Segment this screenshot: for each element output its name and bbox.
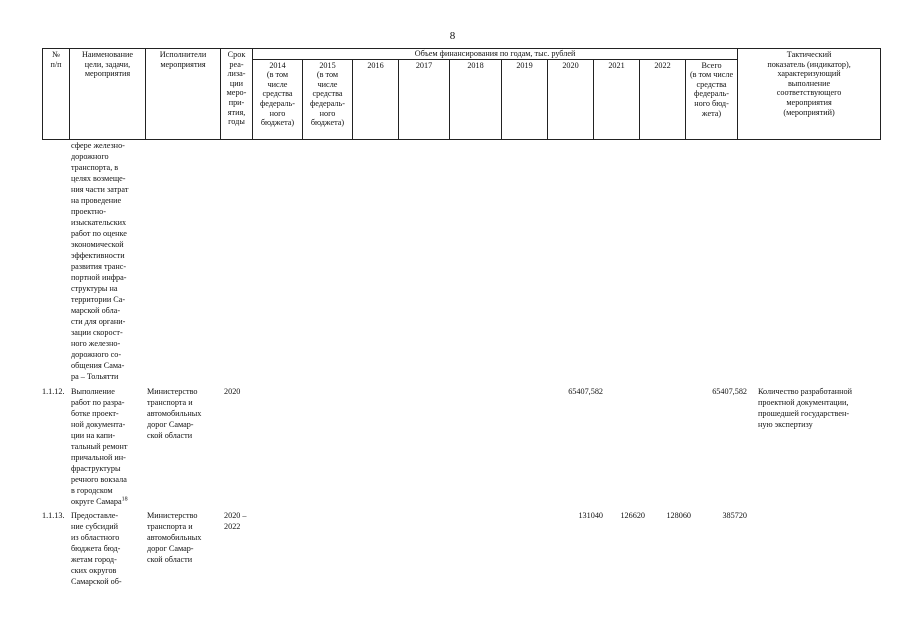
footnote-marker: 18	[121, 496, 128, 503]
row-total: 385720	[722, 511, 747, 520]
header-financing: Объем финансирования по годам, тыс. рублей	[253, 49, 738, 60]
header-term: Срок реа- лиза- ции меро- при- ятия, годы	[221, 49, 253, 140]
header-2022: 2022	[640, 59, 686, 139]
row-term: 2020	[224, 387, 241, 396]
row-value-2022: 128060	[666, 511, 691, 520]
row-number: 1.1.12.	[42, 387, 65, 396]
row-value-2021: 126620	[620, 511, 645, 520]
row-total: 65407,582	[712, 387, 747, 396]
header-2021: 2021	[594, 59, 640, 139]
header-name: Наименование цели, задачи, мероприятия	[70, 49, 146, 140]
header-2019: 2019	[502, 59, 548, 139]
header-executor: Исполнители мероприятия	[146, 49, 221, 140]
row-value-2020: 131040	[578, 511, 603, 520]
table-header	[42, 48, 880, 140]
header-2016: 2016	[353, 59, 399, 139]
header-number: № п/п	[43, 49, 70, 140]
header-2014: 2014 (в том числе средства федераль- ного бюджета)	[253, 59, 303, 139]
row-value-2020: 65407,582	[568, 387, 603, 396]
header-2018: 2018	[450, 59, 502, 139]
row-indicator: Количество разработанной проектной документации, прошедшей государствен- ную экспертизу	[758, 387, 853, 429]
row-name: сфере железно- дорожного транспорта, в целях возмеще- ния части затрат на проведение проектно- изыскательских работ по оценке экономической эффективности развития транс- портной инфра- структуры на территории Са- марской обла- сти для органи- зации скорост- ного железно- дорожного со- общения Сама- ра – Тольятти	[71, 141, 129, 381]
header-total: Всего (в том числе средства федераль- ного бюд- жета)	[686, 59, 738, 139]
row-name: Предоставле- ние субсидий из областного бюджета бюд- жетам город- ских округов Самарской об-	[71, 511, 122, 586]
header-2017: 2017	[399, 59, 450, 139]
header-indicator: Тактический показатель (индикатор), характеризующий выполнение соответствующего мероприятия (мероприятий)	[738, 49, 881, 140]
row-name: Выполнение работ по разра- ботке проект- ной документа- ции на капи- тальный ремонт причальной ин- фраструктуры речного вокзала в городском округе Самара$^{18}$	[71, 387, 128, 506]
row-term: 2020 – 2022	[224, 511, 247, 531]
row-number: 1.1.13.	[42, 511, 65, 520]
row-executor: Министерство транспорта и автомобильных дорог Самар- ской области	[147, 511, 202, 564]
page-number: 8	[449, 30, 456, 42]
row-executor: Министерство транспорта и автомобильных дорог Самар- ской области	[147, 387, 202, 440]
header-2020: 2020	[548, 59, 594, 139]
header-2015: 2015 (в том числе средства федераль- ного бюджета)	[303, 59, 353, 139]
